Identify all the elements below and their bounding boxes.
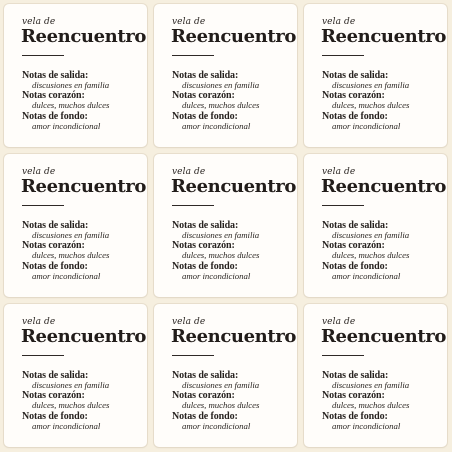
note-row-base	[322, 262, 433, 281]
note-row-heart	[322, 241, 433, 260]
note-heading: Notas corazón:	[22, 390, 85, 401]
note-heading: Notas de fondo:	[172, 411, 238, 422]
note-heading: Notas de fondo:	[322, 111, 388, 122]
note-heading: Notas de fondo:	[22, 261, 88, 272]
label-title: Reencuentro	[21, 326, 146, 347]
note-row-heart	[22, 391, 133, 410]
note-row-top	[322, 221, 433, 240]
label-title: Reencuentro	[21, 26, 146, 47]
note-value: amor incondicional	[332, 271, 401, 281]
note-heading: Notas de salida:	[172, 70, 239, 81]
label-eyebrow: vela de	[322, 317, 356, 327]
note-heading: Notas corazón:	[322, 240, 385, 251]
label-eyebrow: vela de	[22, 17, 56, 27]
note-heading: Notas corazón:	[322, 90, 385, 101]
candle-label-card	[154, 4, 297, 147]
note-value: amor incondicional	[182, 271, 251, 281]
note-value: amor incondicional	[332, 121, 401, 131]
note-heading: Notas corazón:	[322, 390, 385, 401]
label-title: Reencuentro	[171, 176, 296, 197]
note-row-top	[322, 371, 433, 390]
title-divider	[22, 55, 64, 56]
note-heading: Notas de fondo:	[322, 411, 388, 422]
note-heading: Notas corazón:	[22, 90, 85, 101]
note-row-base	[22, 412, 133, 431]
note-value: amor incondicional	[32, 121, 101, 131]
candle-label-card	[304, 4, 447, 147]
note-row-base	[22, 262, 133, 281]
note-heading: Notas de salida:	[22, 370, 89, 381]
note-heading: Notas corazón:	[22, 240, 85, 251]
label-title: Reencuentro	[171, 26, 296, 47]
note-row-heart	[22, 91, 133, 110]
label-eyebrow: vela de	[22, 317, 56, 327]
label-title: Reencuentro	[21, 176, 146, 197]
note-row-top	[22, 221, 133, 240]
note-row-base	[22, 112, 133, 131]
note-value: dulces, muchos dulces	[32, 100, 110, 110]
label-title: Reencuentro	[321, 176, 446, 197]
note-value: amor incondicional	[32, 421, 101, 431]
note-value: amor incondicional	[32, 271, 101, 281]
label-eyebrow: vela de	[172, 17, 206, 27]
label-title: Reencuentro	[321, 326, 446, 347]
note-row-top	[172, 71, 283, 90]
title-divider	[322, 55, 364, 56]
note-heading: Notas de salida:	[22, 220, 89, 231]
note-row-base	[172, 112, 283, 131]
note-row-base	[322, 412, 433, 431]
note-heading: Notas de salida:	[22, 70, 89, 81]
note-value: discusiones en familia	[332, 80, 410, 90]
note-value: dulces, muchos dulces	[182, 400, 260, 410]
note-heading: Notas de fondo:	[172, 261, 238, 272]
note-row-heart	[172, 391, 283, 410]
note-heading: Notas de salida:	[172, 370, 239, 381]
label-eyebrow: vela de	[322, 167, 356, 177]
title-divider	[172, 205, 214, 206]
note-value: discusiones en familia	[182, 230, 260, 240]
label-title: Reencuentro	[171, 326, 296, 347]
note-heading: Notas de fondo:	[22, 111, 88, 122]
note-row-base	[322, 112, 433, 131]
candle-label-card	[4, 154, 147, 297]
label-title: Reencuentro	[321, 26, 446, 47]
note-value: dulces, muchos dulces	[182, 100, 260, 110]
note-heading: Notas corazón:	[172, 390, 235, 401]
note-row-base	[172, 412, 283, 431]
title-divider	[172, 55, 214, 56]
title-divider	[22, 205, 64, 206]
note-value: dulces, muchos dulces	[182, 250, 260, 260]
note-value: discusiones en familia	[182, 380, 260, 390]
note-row-top	[22, 371, 133, 390]
note-heading: Notas corazón:	[172, 240, 235, 251]
note-value: dulces, muchos dulces	[332, 250, 410, 260]
candle-label-card	[154, 304, 297, 447]
note-row-top	[172, 371, 283, 390]
candle-label-card	[4, 304, 147, 447]
label-eyebrow: vela de	[172, 317, 206, 327]
note-row-top	[22, 71, 133, 90]
note-value: discusiones en familia	[332, 380, 410, 390]
candle-label-card	[304, 304, 447, 447]
note-heading: Notas de fondo:	[172, 111, 238, 122]
note-value: dulces, muchos dulces	[32, 250, 110, 260]
note-heading: Notas de fondo:	[322, 261, 388, 272]
note-value: amor incondicional	[182, 421, 251, 431]
note-heading: Notas de salida:	[322, 220, 389, 231]
note-row-top	[172, 221, 283, 240]
note-heading: Notas de salida:	[322, 370, 389, 381]
candle-label-card	[4, 4, 147, 147]
title-divider	[322, 205, 364, 206]
note-value: dulces, muchos dulces	[332, 100, 410, 110]
note-value: discusiones en familia	[32, 80, 110, 90]
note-row-top	[322, 71, 433, 90]
note-heading: Notas de fondo:	[22, 411, 88, 422]
candle-label-card	[154, 154, 297, 297]
note-value: discusiones en familia	[32, 230, 110, 240]
note-value: dulces, muchos dulces	[32, 400, 110, 410]
note-heading: Notas corazón:	[172, 90, 235, 101]
title-divider	[172, 355, 214, 356]
title-divider	[322, 355, 364, 356]
note-row-heart	[322, 391, 433, 410]
note-row-heart	[22, 241, 133, 260]
note-row-heart	[322, 91, 433, 110]
label-grid	[4, 4, 448, 448]
note-value: amor incondicional	[332, 421, 401, 431]
note-value: discusiones en familia	[32, 380, 110, 390]
note-heading: Notas de salida:	[322, 70, 389, 81]
note-value: discusiones en familia	[182, 80, 260, 90]
candle-label-card	[304, 154, 447, 297]
note-row-base	[172, 262, 283, 281]
note-value: amor incondicional	[182, 121, 251, 131]
label-eyebrow: vela de	[322, 17, 356, 27]
label-eyebrow: vela de	[22, 167, 56, 177]
label-eyebrow: vela de	[172, 167, 206, 177]
note-row-heart	[172, 241, 283, 260]
note-row-heart	[172, 91, 283, 110]
note-value: discusiones en familia	[332, 230, 410, 240]
title-divider	[22, 355, 64, 356]
note-value: dulces, muchos dulces	[332, 400, 410, 410]
note-heading: Notas de salida:	[172, 220, 239, 231]
